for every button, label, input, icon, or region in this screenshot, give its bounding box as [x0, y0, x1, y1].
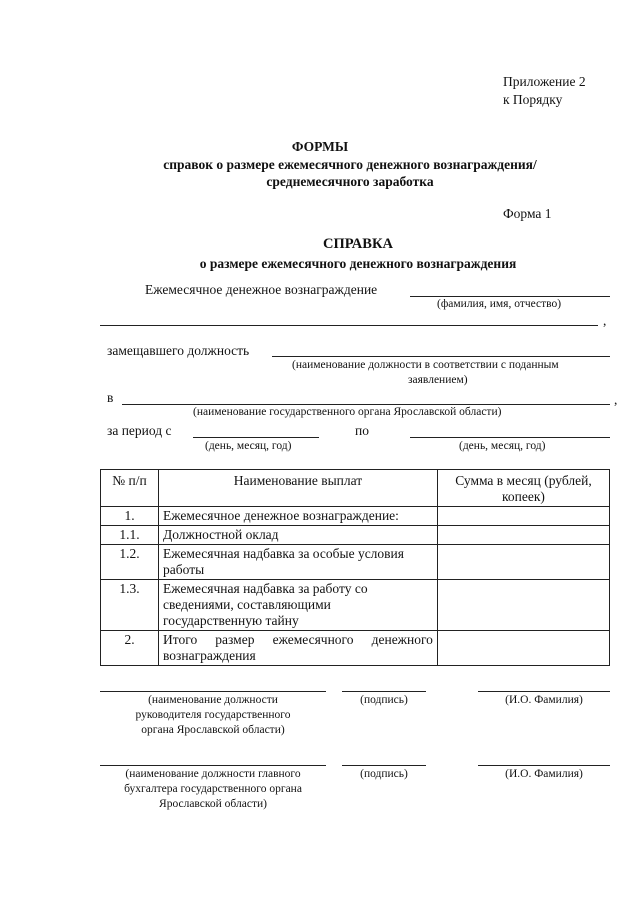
head-signature-line[interactable] [342, 691, 426, 692]
forms-title-line-3: среднемесячного заработка [266, 174, 434, 189]
row-1-name: Ежемесячное денежное вознаграждение: [159, 507, 438, 526]
row-4-sum[interactable] [437, 580, 609, 631]
fio-input-line[interactable] [410, 296, 610, 297]
table-row [101, 580, 610, 631]
row-1-sum[interactable] [437, 507, 609, 526]
position-label: замещавшего должность [107, 343, 250, 358]
comma-2: , [614, 392, 618, 407]
row-3-num: 1.2. [101, 545, 159, 580]
row-5-num: 2. [101, 631, 159, 666]
row-3-name: Ежемесячная надбавка за особые условия работы [159, 545, 438, 580]
date-to-input-line[interactable] [410, 437, 610, 438]
period-label: за период с [107, 423, 172, 438]
table-row [101, 545, 610, 580]
comma-1: , [603, 313, 607, 328]
head-title-line-1: (наименование должности [148, 694, 278, 706]
row-2-sum[interactable] [437, 526, 609, 545]
accountant-name-line[interactable] [478, 765, 610, 766]
accountant-position-line[interactable] [100, 765, 326, 766]
accountant-title-line-3: Ярославской области) [159, 798, 267, 810]
table-header-row [101, 470, 610, 507]
row-4-num: 1.3. [101, 580, 159, 631]
organ-input-line[interactable] [122, 404, 610, 405]
forms-title-line-2: справок о размере ежемесячного денежного вознаграждения/ [163, 157, 537, 172]
row-5-sum[interactable] [437, 631, 609, 666]
position-input-line[interactable] [272, 356, 610, 357]
appendix-line-2: к Порядку [503, 92, 563, 107]
head-title-line-2: руководителя государственного [135, 709, 291, 721]
row-5-name: Итого размер ежемесячного денежного вознаграждения [159, 631, 438, 666]
row-3-sum[interactable] [437, 545, 609, 580]
accountant-signature-line[interactable] [342, 765, 426, 766]
reward-label: Ежемесячное денежное вознаграждение [145, 282, 378, 297]
position-hint-line-2: заявлением) [408, 374, 468, 386]
date-from-input-line[interactable] [193, 437, 319, 438]
to-label: по [355, 423, 369, 438]
row-1-num: 1. [101, 507, 159, 526]
header-sum: Сумма в месяц (рублей, копеек) [437, 470, 609, 507]
table-row [101, 631, 610, 666]
head-name-line[interactable] [478, 691, 610, 692]
header-name: Наименование выплат [159, 470, 438, 507]
forms-title: ФОРМЫ [291, 139, 349, 154]
organ-hint: (наименование государственного органа Ярославской области) [193, 406, 502, 418]
head-position-line[interactable] [100, 691, 326, 692]
accountant-title-line-2: бухгалтера государственного органа [124, 783, 302, 795]
in-label: в [107, 390, 114, 405]
header-num: № п/п [101, 470, 159, 507]
head-title-line-3: органа Ярославской области) [141, 724, 285, 736]
form-number: Форма 1 [503, 206, 552, 221]
payments-table [100, 469, 610, 666]
appendix-line-1: Приложение 2 [503, 74, 586, 89]
position-hint-line-1: (наименование должности в соответствии с поданным [292, 359, 559, 371]
row-2-num: 1.1. [101, 526, 159, 545]
accountant-title-line-1: (наименование должности главного [125, 768, 301, 780]
certificate-title: СПРАВКА [323, 236, 393, 252]
date-from-hint: (день, месяц, год) [205, 440, 292, 452]
row-2-name: Должностной оклад [159, 526, 438, 545]
head-signature-hint: (подпись) [360, 694, 408, 706]
certificate-subtitle: о размере ежемесячного денежного вознаграждения [199, 256, 517, 271]
fio-continuation-line[interactable] [100, 325, 598, 326]
table-row [101, 507, 610, 526]
row-4-name: Ежемесячная надбавка за работу со сведениями, составляющими государственную тайну [159, 580, 438, 631]
accountant-name-hint: (И.О. Фамилия) [505, 768, 583, 780]
head-name-hint: (И.О. Фамилия) [505, 694, 583, 706]
table-row [101, 526, 610, 545]
accountant-signature-hint: (подпись) [360, 768, 408, 780]
date-to-hint: (день, месяц, год) [459, 440, 546, 452]
fio-hint: (фамилия, имя, отчество) [437, 298, 562, 310]
